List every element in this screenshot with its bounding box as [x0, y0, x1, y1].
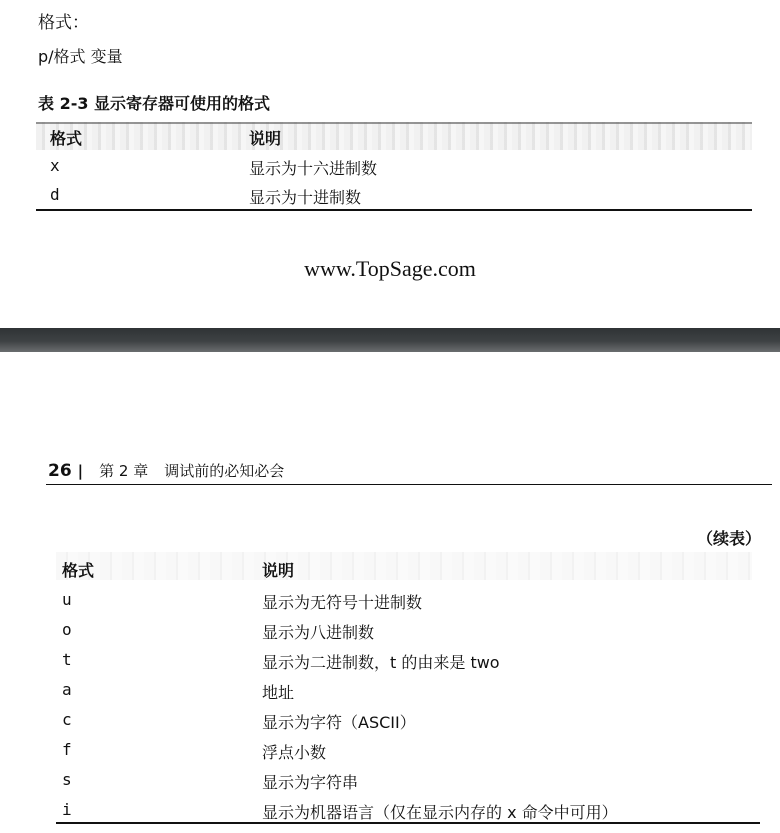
table-cell-format: u	[62, 590, 72, 609]
table-cell-description: 地址	[262, 683, 295, 702]
table-title: 表 2-3 显示寄存器可使用的格式	[38, 94, 271, 113]
page-separator: |	[77, 462, 84, 480]
table-header-format: 格式	[62, 561, 95, 580]
table-cell-format: s	[62, 770, 72, 789]
table-cell-description: 显示为十六进制数	[249, 159, 378, 178]
table-header-description: 说明	[262, 561, 295, 580]
format-syntax: p/格式 变量	[38, 47, 123, 66]
table-header-format: 格式	[50, 129, 83, 148]
table-cell-format: a	[62, 680, 72, 699]
table-cell-format: x	[50, 156, 60, 175]
table-cell-format: t	[62, 650, 72, 669]
watermark-url: www.TopSage.com	[304, 256, 476, 281]
page-number: 26	[48, 461, 72, 481]
format-label: 格式：	[38, 13, 89, 33]
table-cell-description: 显示为字符（ASCII）	[262, 713, 416, 732]
continued-label: （续表）	[697, 529, 762, 548]
page-break-band	[0, 328, 780, 352]
table-cell-format: d	[50, 185, 60, 204]
table-header-band	[56, 552, 752, 580]
table-cell-description: 浮点小数	[262, 743, 327, 762]
header-rule	[46, 484, 772, 485]
table-cell-description: 显示为十进制数	[249, 188, 362, 207]
table-cell-description: 显示为字符串	[262, 773, 359, 792]
table-cell-description: 显示为八进制数	[262, 623, 375, 642]
table-header-band	[36, 122, 752, 150]
table-cell-format: c	[62, 710, 72, 729]
table-cell-format: o	[62, 620, 72, 639]
table-bottom-rule	[56, 822, 760, 824]
table-cell-description: 显示为无符号十进制数	[262, 593, 423, 612]
chapter-number: 第 2 章	[99, 462, 149, 480]
table-cell-format: i	[62, 800, 72, 819]
table-bottom-rule	[36, 209, 752, 211]
table-top-rule	[36, 122, 752, 124]
table-cell-description: 显示为二进制数，t 的由来是 two	[262, 653, 500, 672]
running-header	[48, 460, 284, 481]
table-cell-format: f	[62, 740, 72, 759]
chapter-title: 调试前的必知必会	[164, 462, 285, 480]
table-cell-description: 显示为机器语言（仅在显示内存的 x 命令中可用）	[262, 803, 618, 822]
table-header-description: 说明	[249, 129, 282, 148]
